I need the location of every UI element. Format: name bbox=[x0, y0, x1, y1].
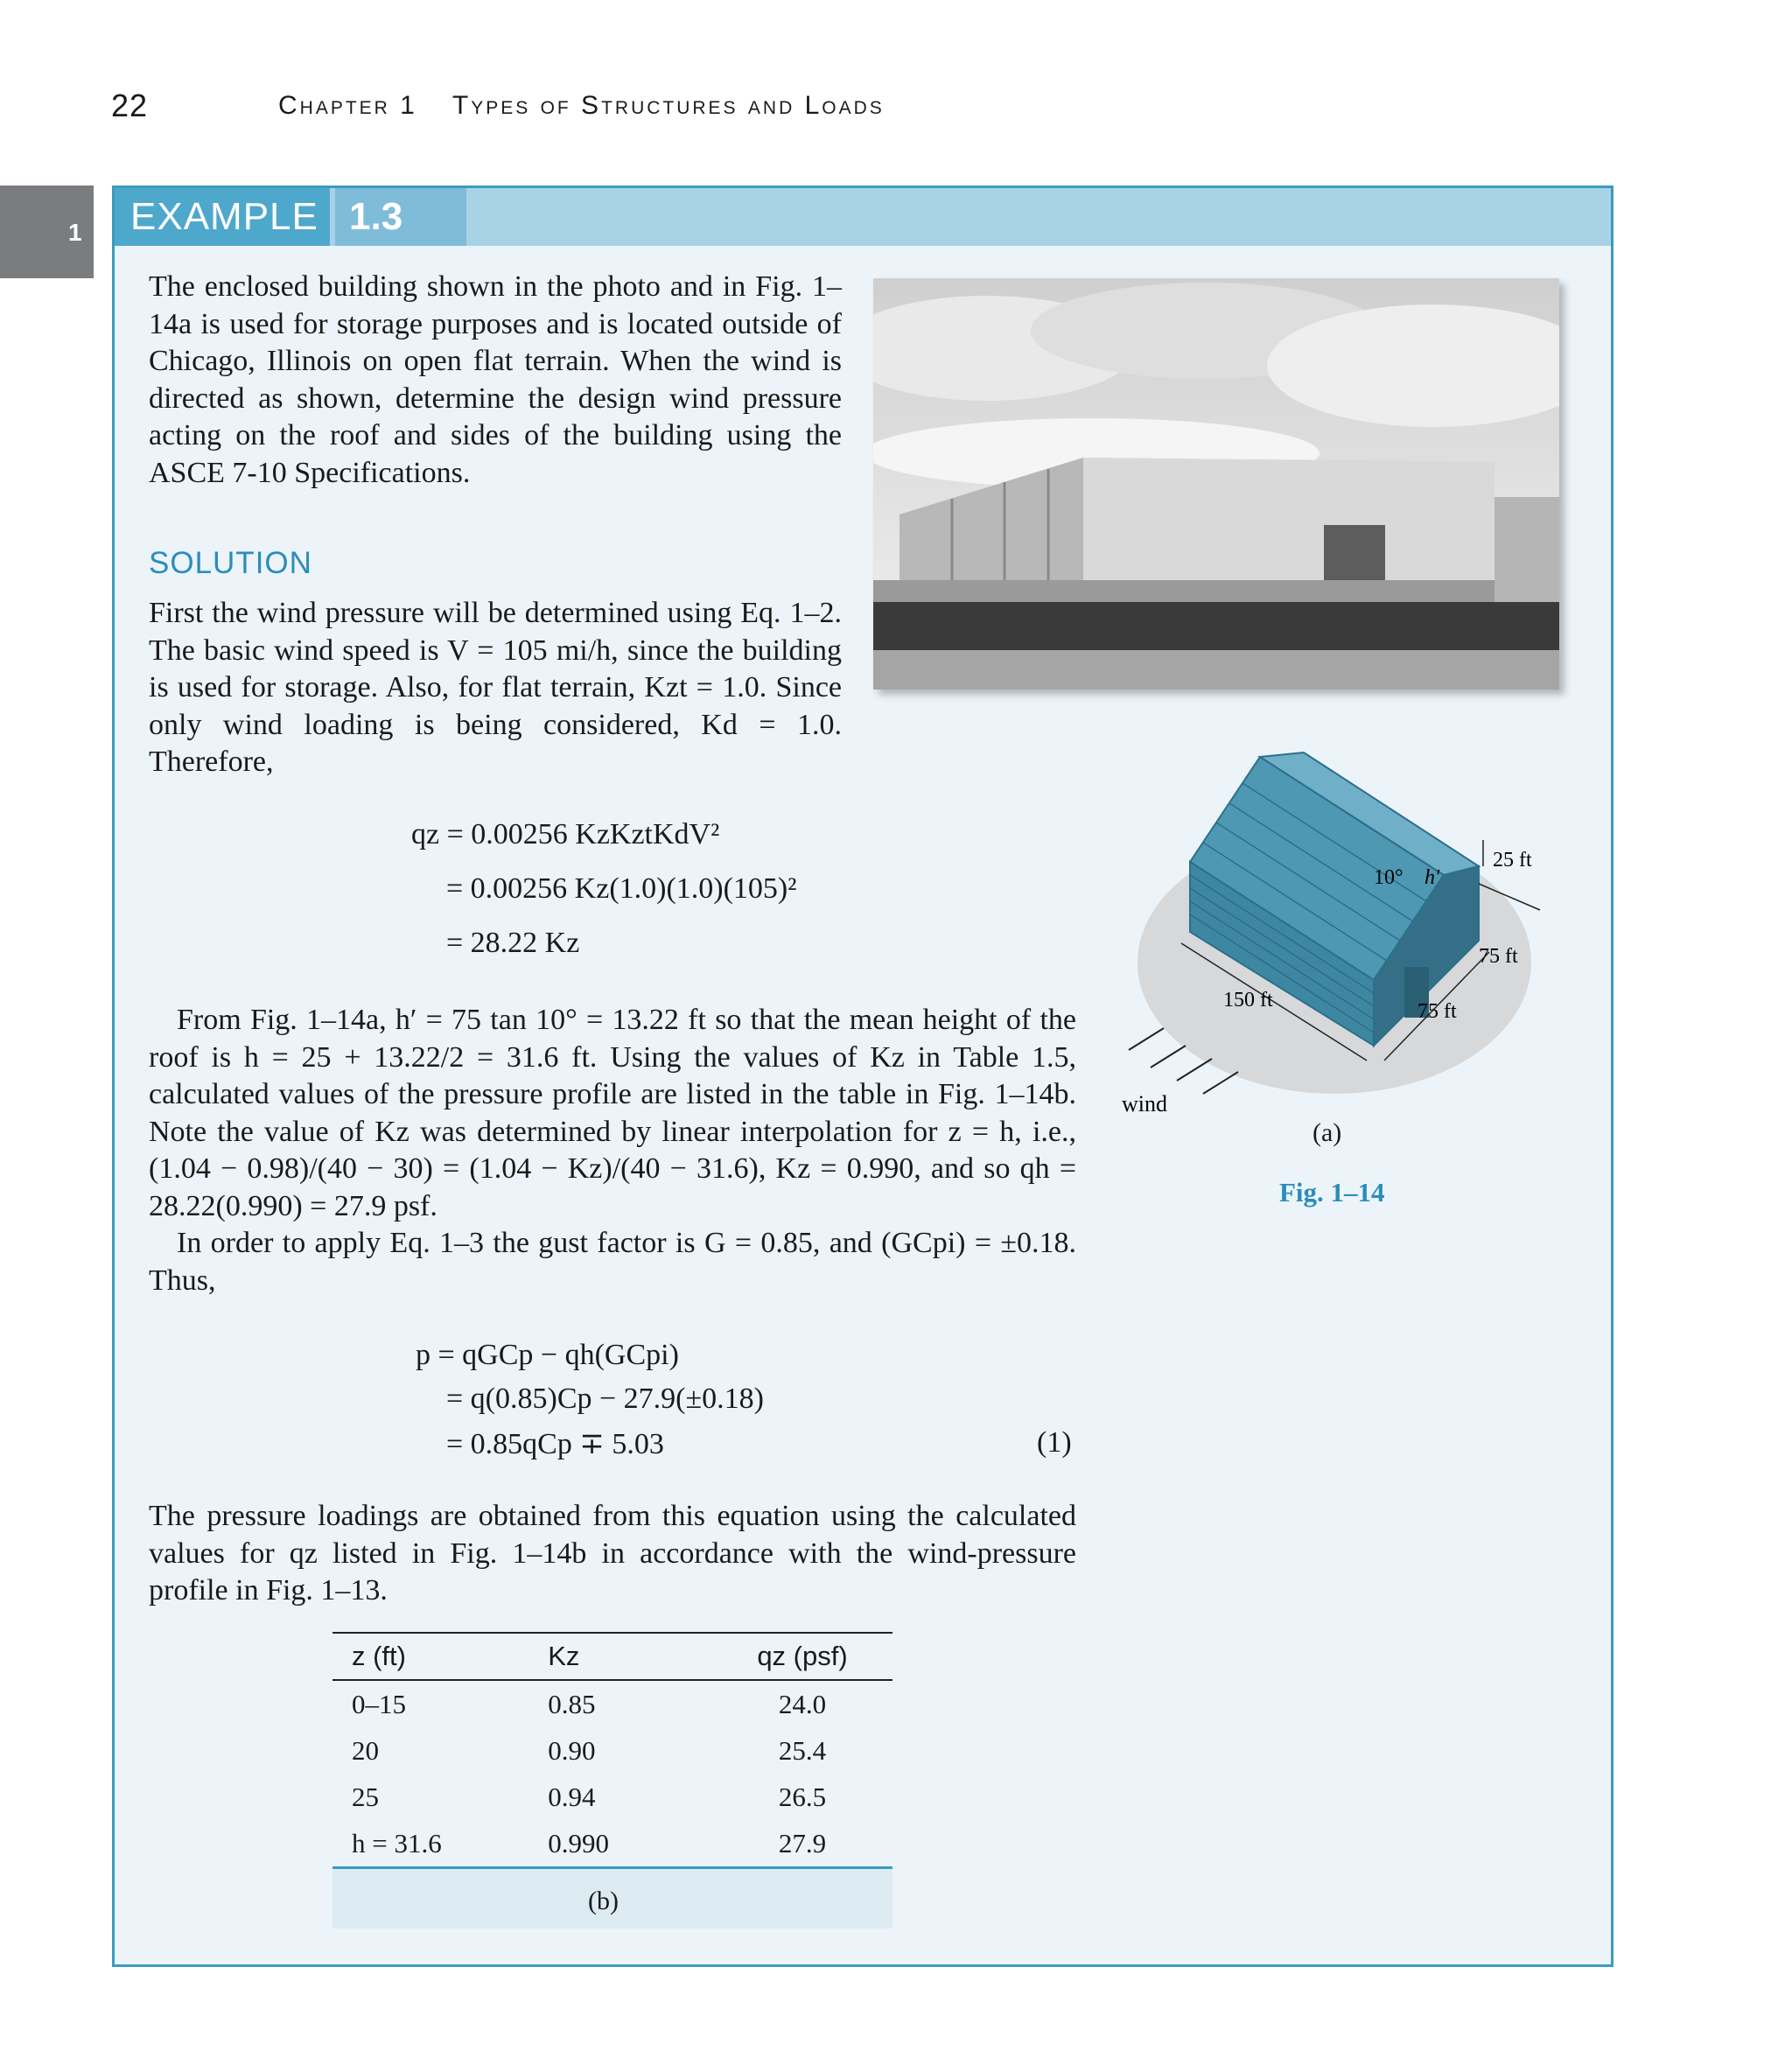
solution-paragraph-2: From Fig. 1–14a, h′ = 75 tan 10° = 13.22 ft so that the mean height of the roof is h = 25 + 13.22/2 = 31.6 ft. Using the values of Kz in Table 1.5, calculated values of the pressure profile are listed in the table in Fig. 1–14b. Note the value of Kz was determined by linear interpolation for z = h, i.e., (1.04 − 0.98)/(40 − 30) = (1.04 − Kz)/(40 − 31.6), Kz = 0.990, and so qh = 28.22(0.990) = 27.9 psf. bbox=[149, 1004, 1076, 1222]
building-diagram bbox=[1111, 744, 1566, 1164]
equation-2-line-1: p = qGCp − qh(GCpi) bbox=[416, 1339, 679, 1371]
column-header-z: z (ft) bbox=[332, 1633, 530, 1680]
pressure-table bbox=[332, 1632, 892, 1928]
wall-height-label: 25 ft bbox=[1493, 849, 1532, 872]
chapter-tab: 1 bbox=[0, 186, 94, 278]
equation-1-line-1: qz = 0.00256 KzKztKdV² bbox=[411, 818, 720, 850]
chapter-label: Chapter 1 bbox=[278, 91, 417, 120]
chapter-title: Types of Structures and Loads bbox=[452, 91, 885, 120]
table-row bbox=[332, 1727, 892, 1774]
solution-paragraph-3: In order to apply Eq. 1–3 the gust factor is G = 0.85, and (GCpi) = ±0.18. Thus, bbox=[149, 1227, 1076, 1297]
cell-qz: 27.9 bbox=[778, 1827, 827, 1858]
cell-z: 0–15 bbox=[352, 1688, 406, 1719]
half-width-label: 75 ft bbox=[1479, 945, 1518, 968]
cell-kz: 0.90 bbox=[548, 1734, 596, 1766]
running-head bbox=[278, 91, 885, 121]
problem-statement: The enclosed building shown in the photo and in Fig. 1–14a is used for storage purposes and is located outside of Chicago, Illinois on open flat terrain. When the wind is directed as shown, determine the design wind pressure acting on the roof and sides of the building using the ASCE 7-10 Specifications. bbox=[149, 270, 842, 489]
column-header-qz: qz (psf) bbox=[712, 1633, 892, 1680]
cell-kz: 0.94 bbox=[548, 1781, 596, 1812]
equation-2-line-3: = 0.85qCp ∓ 5.03 bbox=[446, 1428, 664, 1460]
example-number: 1.3 bbox=[335, 188, 466, 246]
wind-label: wind bbox=[1122, 1091, 1167, 1116]
solution-paragraph-1: First the wind pressure will be determined using Eq. 1–2. The basic wind speed is V = 105 mi/h, since the building is used for storage. Also, for flat terrain, Kzt = 1.0. Since only wind loading is being considered, Kd = 1.0. Therefore, bbox=[149, 597, 842, 778]
table-sublabel-b: (b) bbox=[588, 1886, 619, 1915]
cell-qz: 26.5 bbox=[778, 1781, 827, 1812]
column-header-kz: Kz bbox=[530, 1633, 712, 1680]
cell-kz: 0.990 bbox=[548, 1827, 609, 1858]
cell-z: 25 bbox=[352, 1781, 379, 1812]
equation-2-line-2: = q(0.85)Cp − 27.9(±0.18) bbox=[446, 1382, 764, 1415]
half-width-label-2: 75 ft bbox=[1418, 1000, 1457, 1023]
cell-z: h = 31.6 bbox=[352, 1827, 442, 1858]
table-row bbox=[332, 1820, 892, 1866]
table-footer bbox=[332, 1866, 892, 1928]
cell-z: 20 bbox=[352, 1734, 379, 1766]
example-title-bar bbox=[115, 188, 1611, 246]
figure-sublabel-a: (a) bbox=[1312, 1118, 1342, 1147]
table-row bbox=[332, 1774, 892, 1820]
figure-caption: Fig. 1–14 bbox=[1279, 1177, 1385, 1208]
h-prime-label: h′ bbox=[1424, 866, 1440, 889]
page-header bbox=[0, 88, 1792, 131]
building-photo bbox=[873, 278, 1559, 690]
cell-qz: 24.0 bbox=[778, 1688, 827, 1719]
page-number: 22 bbox=[111, 88, 149, 123]
solution-heading: SOLUTION bbox=[149, 546, 312, 580]
example-label: EXAMPLE bbox=[115, 188, 330, 246]
photo-illustration bbox=[873, 278, 1559, 690]
roof-angle-label: 10° bbox=[1374, 866, 1404, 889]
equation-1-line-3: = 28.22 Kz bbox=[446, 927, 580, 959]
cell-qz: 25.4 bbox=[778, 1734, 827, 1766]
length-label: 150 ft bbox=[1223, 989, 1273, 1012]
solution-paragraph-4: The pressure loadings are obtained from this equation using the calculated values for qz listed in Fig. 1–14b in accordance with the wind-pressure profile in Fig. 1–13. bbox=[149, 1500, 1076, 1606]
equation-1-line-2: = 0.00256 Kz(1.0)(1.0)(105)² bbox=[446, 872, 797, 905]
equation-2-number: (1) bbox=[1037, 1426, 1072, 1459]
table-header-row bbox=[332, 1633, 892, 1680]
cell-kz: 0.85 bbox=[548, 1688, 596, 1719]
table-row bbox=[332, 1680, 892, 1727]
